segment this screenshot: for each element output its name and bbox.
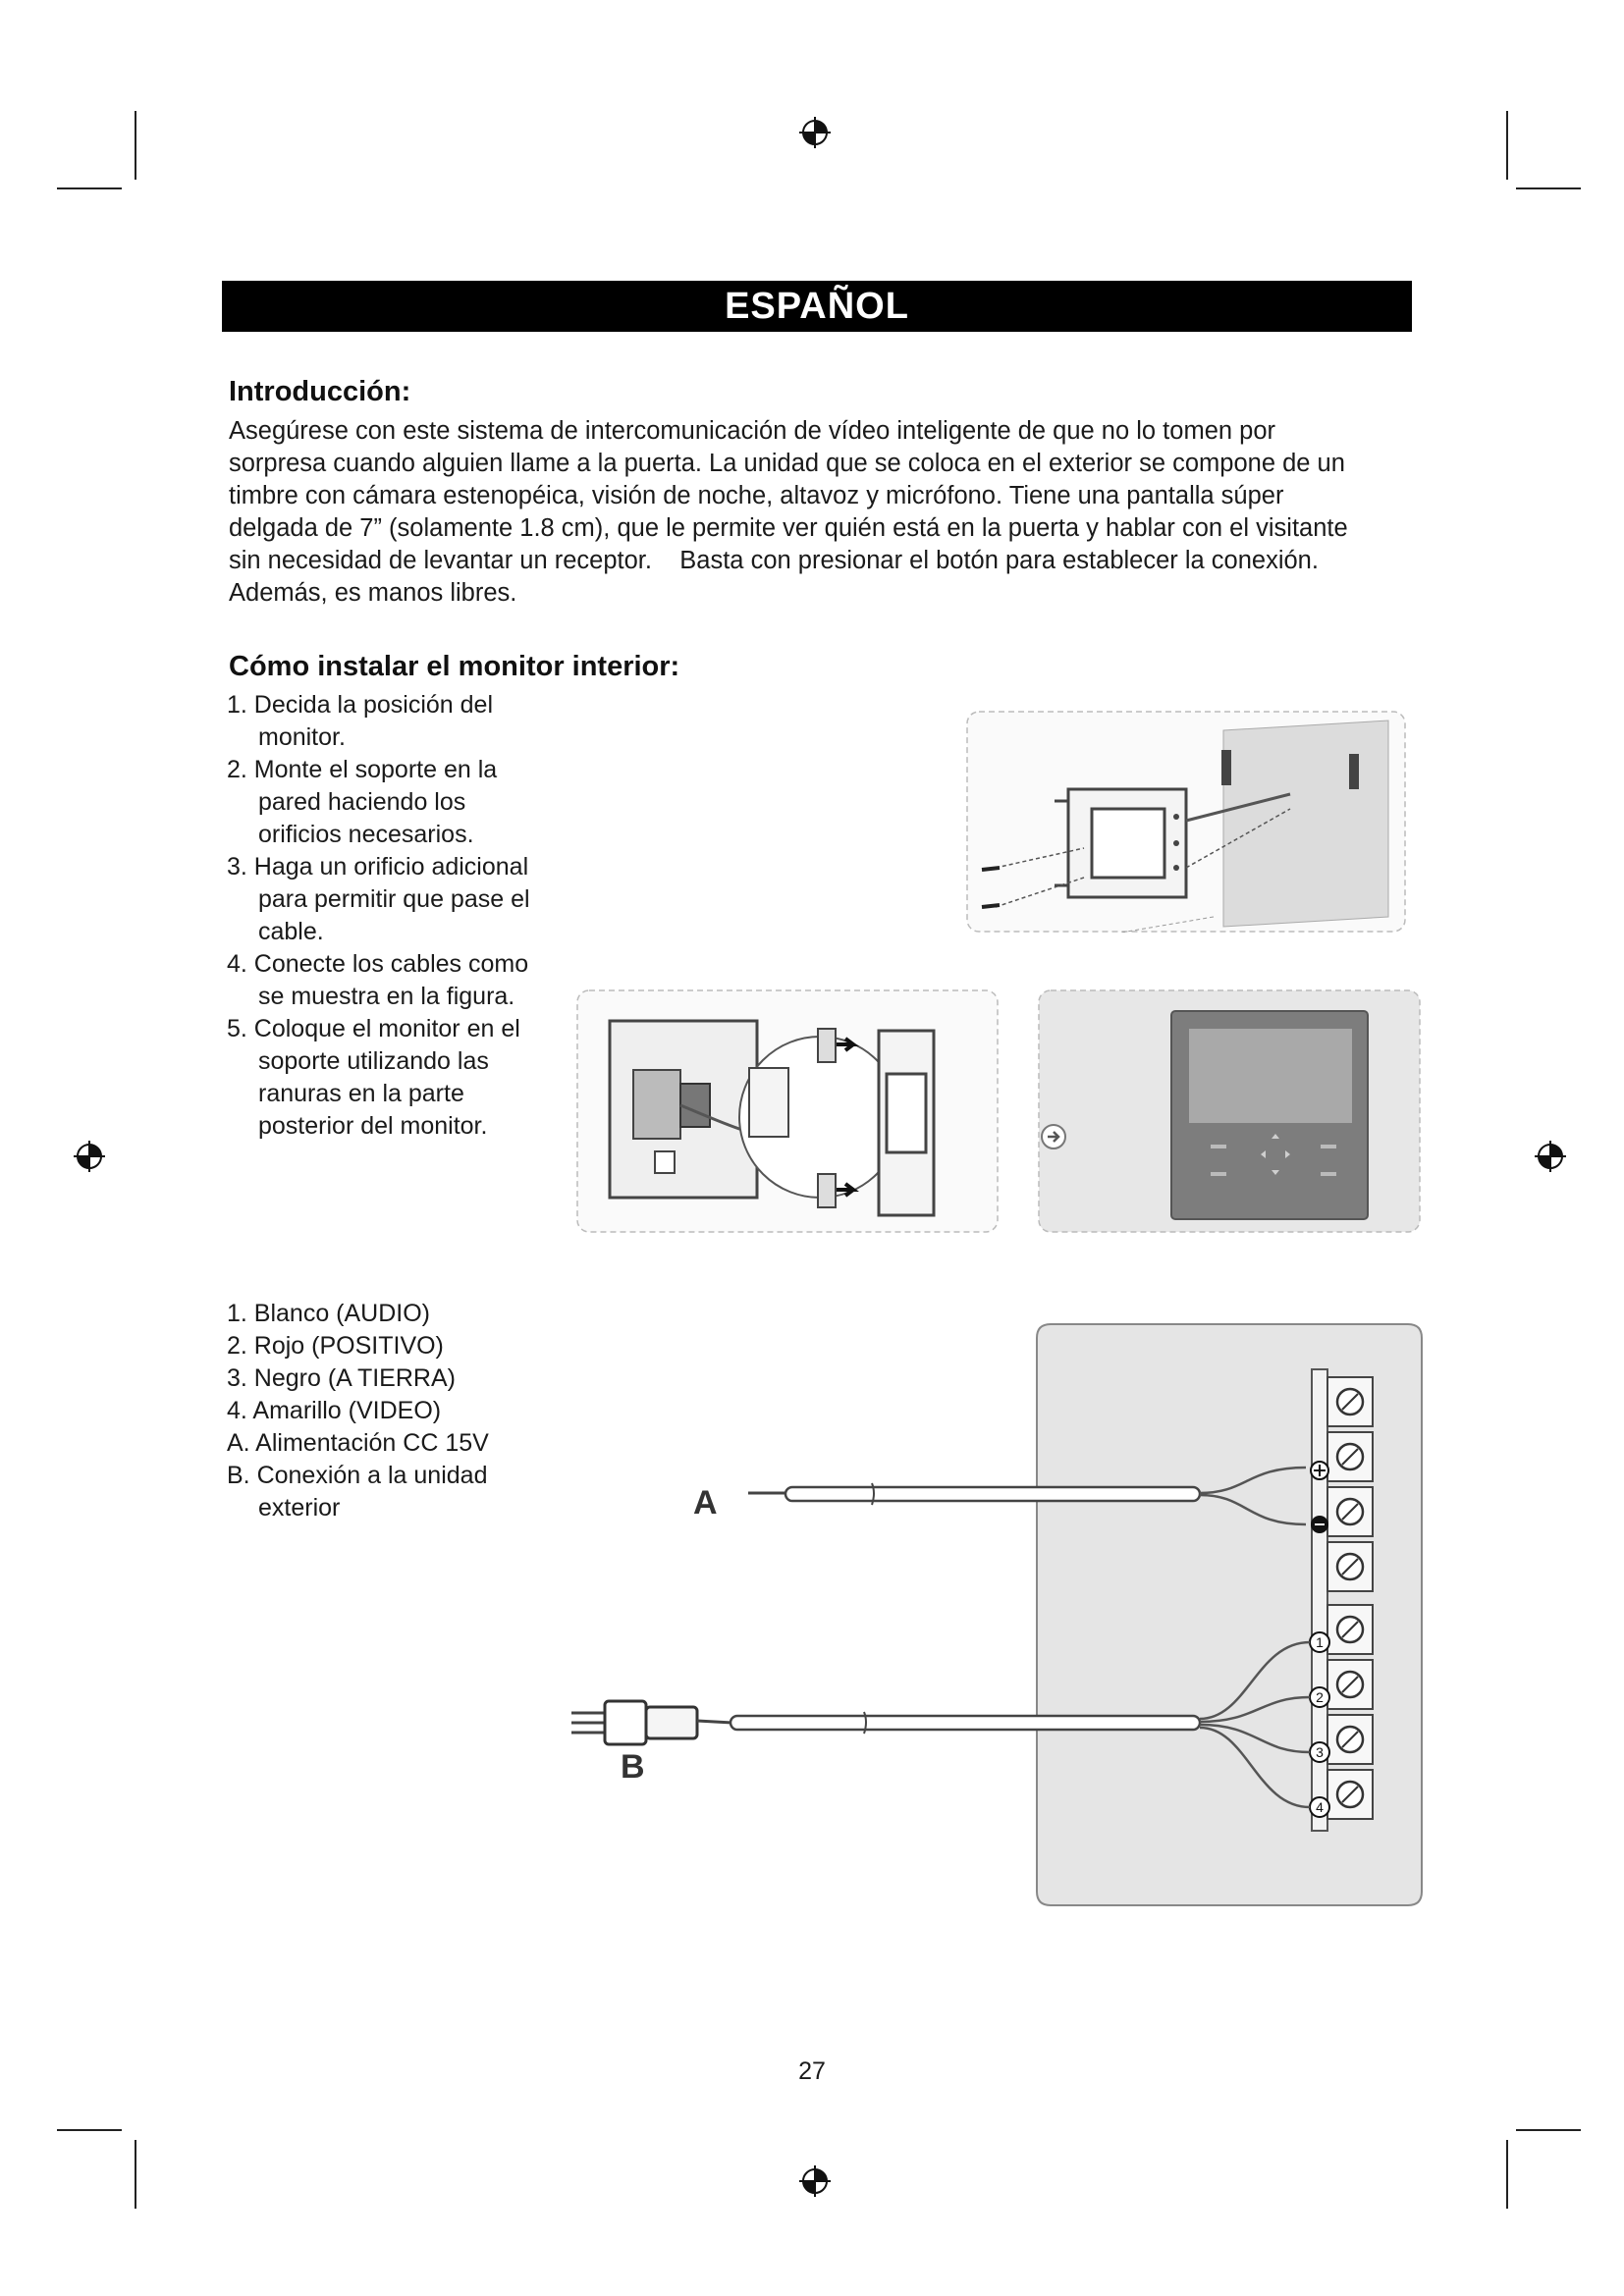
step-line: posterior del monitor. [258, 1112, 488, 1140]
legend-line: B. Conexión a la unidad [227, 1462, 488, 1489]
step-line: 1. Decida la posición del [227, 691, 493, 719]
label-a: A [693, 1484, 718, 1522]
terminal-label-2: 2 [1316, 1689, 1324, 1705]
step-line: 5. Coloque el monitor en el [227, 1015, 520, 1042]
legend-line: exterior [258, 1494, 341, 1522]
wiring-legend [227, 1298, 600, 1524]
step-line: monitor. [258, 723, 346, 751]
intro-line: delgada de 7” (solamente 1.8 cm), que le permite ver quién está en la puerta y hablar con el visitante [229, 514, 1348, 542]
registration-mark-left [73, 1140, 106, 1173]
banner-title: ESPAÑOL [725, 285, 909, 327]
intro-line: Asegúrese con este sistema de intercomunicación de vídeo inteligente de que no lo tomen por [229, 417, 1275, 445]
step-line: cable. [258, 918, 324, 945]
section-banner [222, 281, 1412, 332]
registration-mark-bottom [798, 2164, 832, 2198]
install-heading: Cómo instalar el monitor interior: [229, 651, 680, 682]
monitor-front-figure [1038, 989, 1421, 1233]
bracket-mount-figure [966, 711, 1406, 933]
wiring-diagram [560, 1310, 1424, 1909]
intro-line: sin necesidad de levantar un receptor. Basta con presionar el botón para establecer la conexión. [229, 547, 1319, 574]
legend-line: 3. Negro (A TIERRA) [227, 1364, 456, 1392]
legend-line: 2. Rojo (POSITIVO) [227, 1332, 444, 1360]
step-line: soporte utilizando las [258, 1047, 489, 1075]
terminal-label-3: 3 [1316, 1744, 1324, 1760]
intro-line: Además, es manos libres. [229, 579, 517, 607]
terminal-label-1: 1 [1316, 1634, 1324, 1650]
registration-mark-right [1534, 1140, 1567, 1173]
install-steps [227, 689, 580, 1143]
monitor-back-figure [576, 989, 999, 1233]
legend-line: 1. Blanco (AUDIO) [227, 1300, 431, 1327]
intro-line: sorpresa cuando alguien llame a la puerta. La unidad que se coloca en el exterior se compone de un [229, 450, 1345, 477]
page-number: 27 [798, 2057, 826, 2085]
step-line: orificios necesarios. [258, 821, 474, 848]
legend-line: A. Alimentación CC 15V [227, 1429, 489, 1457]
step-line: pared haciendo los [258, 788, 466, 816]
registration-mark-top [798, 116, 832, 149]
step-line: 4. Conecte los cables como [227, 950, 529, 978]
step-line: ranuras en la parte [258, 1080, 464, 1107]
step-line: 3. Haga un orificio adicional [227, 853, 529, 881]
intro-line: timbre con cámara estenopéica, visión de noche, altavoz y micrófono. Tiene una pantalla súper [229, 482, 1284, 509]
legend-line: 4. Amarillo (VIDEO) [227, 1397, 442, 1424]
terminal-label-4: 4 [1316, 1799, 1324, 1815]
step-line: 2. Monte el soporte en la [227, 756, 498, 783]
intro-heading: Introducción: [229, 376, 411, 407]
step-line: para permitir que pase el [258, 885, 530, 913]
intro-paragraph [229, 415, 1407, 610]
label-b: B [621, 1748, 645, 1786]
step-line: se muestra en la figura. [258, 983, 515, 1010]
